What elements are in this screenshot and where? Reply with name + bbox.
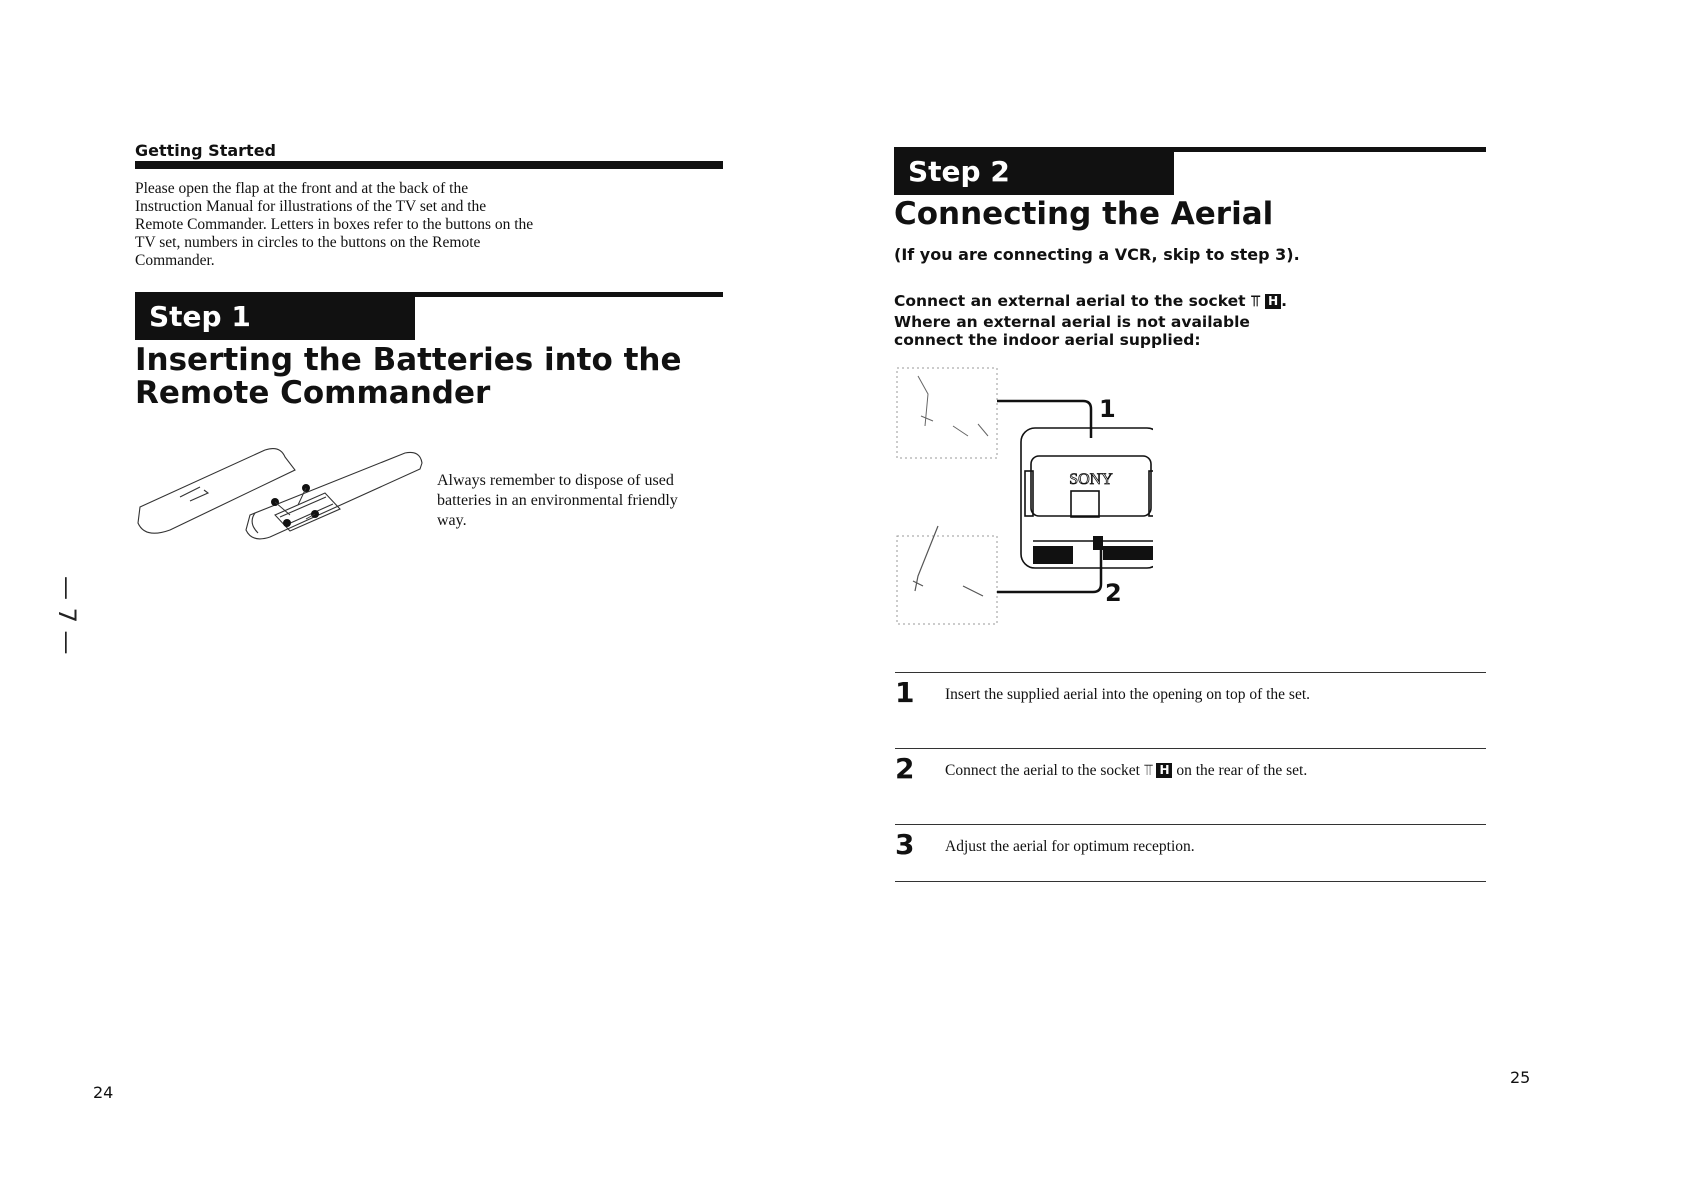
remote-batteries-illustration [130,435,430,555]
step-item-3-number: 3 [895,828,915,861]
page-number-right: 25 [1510,1068,1531,1087]
aerial-socket-icon: ⫪ [1143,762,1153,779]
step1-banner [135,292,415,340]
step2-label: Step 2 [908,154,1010,188]
step1-title-line1: Inserting the Batteries into the [135,342,682,378]
step-divider-bottom [895,881,1486,882]
diagram-callout-1: 1 [1099,395,1116,423]
aerial-instructions [894,292,1334,349]
step-item-2-number: 2 [895,752,915,785]
instruction-line-1 [894,292,1334,310]
section-label: Getting Started [135,141,276,160]
step-item-2-text [945,762,1325,780]
battery-disposal-note: Always remember to dispose of used batteries in an environmental friendly way. [437,472,678,529]
step2-title: Connecting the Aerial [894,196,1274,232]
instruction-line-2: Where an external aerial is not available [894,313,1250,331]
step-item-2-text-before: Connect the aerial to the socket [945,762,1140,779]
step-item-1-number: 1 [895,676,915,709]
step-item-3 [895,824,1486,880]
step-item-1 [895,672,1486,748]
diagram-brand: SONY [1069,471,1113,488]
step2-banner [894,147,1174,195]
step1-title-line2: Remote Commander [135,375,491,411]
socket-letter-box: H [1156,763,1172,778]
step-item-1-text: Insert the supplied aerial into the opening on top of the set. [945,686,1311,703]
step-item-2-text-after: on the rear of the set. [1176,762,1308,779]
socket-letter-box: H [1265,294,1281,309]
instruction-line-1-text: Connect an external aerial to the socket [894,292,1246,310]
aerial-socket-icon: ⫪ [1250,292,1260,310]
section-rule [135,161,723,169]
step1-label: Step 1 [149,299,251,333]
page-number-left: 24 [93,1083,114,1102]
step-item-3-text: Adjust the aerial for optimum reception. [945,838,1195,855]
step2-subtitle: (If you are connecting a VCR, skip to step 3). [894,245,1300,264]
instruction-line-1-end: . [1281,292,1288,310]
step-item-2 [895,748,1486,824]
margin-mark: — 7 — [53,576,81,655]
intro-paragraph: Please open the flap at the front and at the back of the Instruction Manual for illustrations of the TV set and the Remote Commander. Letters in boxes refer to the buttons on the TV set, numbers in circles to the buttons on the Remote Commander. [135,180,534,269]
instruction-line-3: connect the indoor aerial supplied: [894,331,1201,349]
diagram-callout-2: 2 [1105,579,1122,607]
aerial-connection-diagram [893,366,1153,628]
step1-title [135,344,735,410]
